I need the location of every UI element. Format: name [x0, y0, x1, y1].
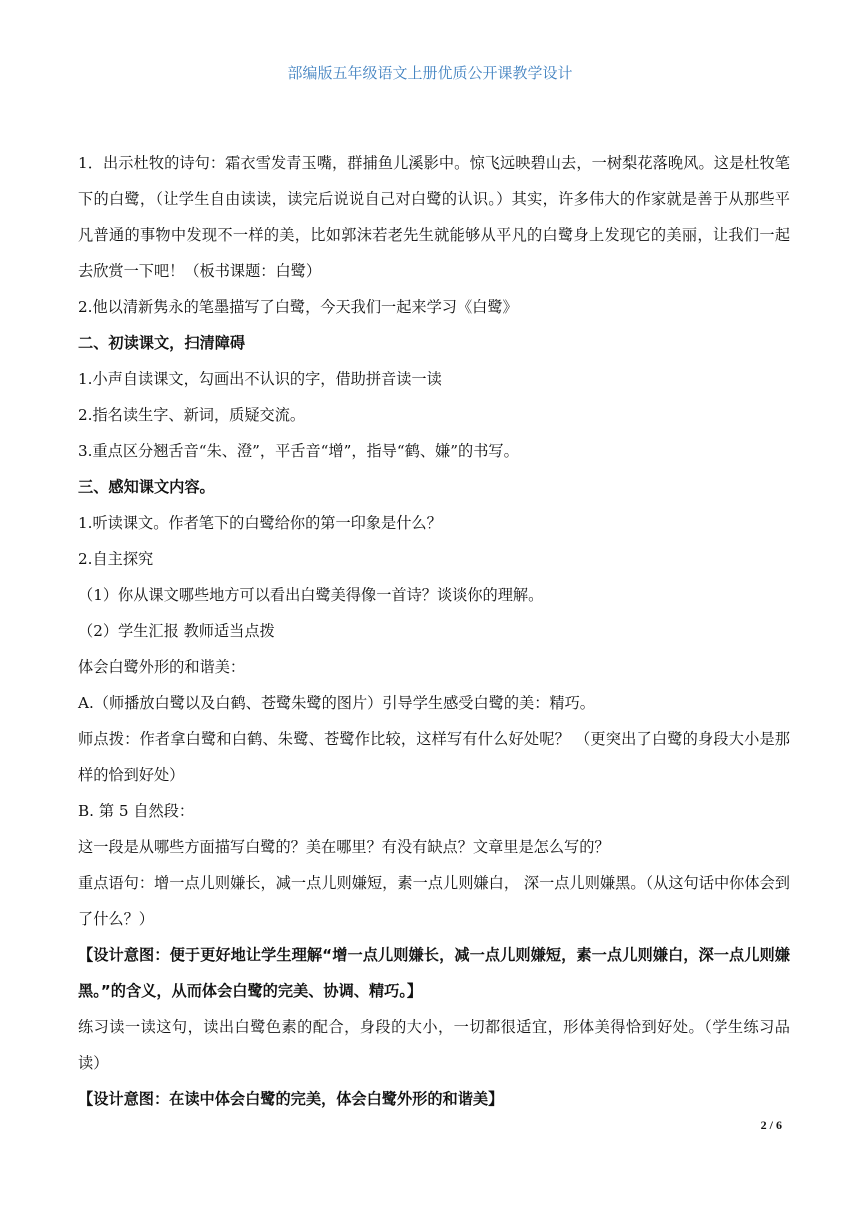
body-paragraph: （2）学生汇报 教师适当点拨 — [78, 622, 275, 640]
document-body — [78, 145, 790, 1117]
body-paragraph: 2.他以清新隽永的笔墨描写了白鹭，今天我们一起来学习《白鹭》 — [78, 298, 518, 316]
body-paragraph: 练习读一读这句，读出白鹭色素的配合，身段的大小，一切都很适宜，形体美得恰到好处。（学生练习品读） — [78, 1018, 790, 1072]
section-heading-paragraph: 【设计意图：在读中体会白鹭的完美，体会白鹭外形的和谐美】 — [78, 1090, 504, 1108]
body-paragraph: 3.重点区分翘舌音“朱、澄”，平舌音“增”，指导“鹤、嫌”的书写。 — [78, 442, 519, 460]
body-paragraph: 师点拨：作者拿白鹭和白鹤、朱鹭、苍鹭作比较，这样写有什么好处呢？ （更突出了白鹭的身段大小是那样的恰到好处） — [78, 730, 790, 784]
body-paragraph: 体会白鹭外形的和谐美： — [78, 658, 246, 676]
body-paragraph: 这一段是从哪些方面描写白鹭的？美在哪里？有没有缺点？文章里是怎么写的？ — [78, 838, 610, 856]
body-paragraph: （1）你从课文哪些地方可以看出白鹭美得像一首诗？谈谈你的理解。 — [78, 586, 544, 604]
body-paragraph: 1．出示杜牧的诗句：霜衣雪发青玉嘴，群捕鱼儿溪影中。惊飞远映碧山去，一树梨花落晚风。这是杜牧笔下的白鹭，（让学生自由读读，读完后说说自己对白鹭的认识。）其实，许多伟大的作家就是善于从那些平凡普通的事物中发现不一样的美，比如郭沫若老先生就能够从平凡的白鹭身上发现它的美丽，让我们一起去欣赏一下吧！（板书课题：白鹭） — [78, 154, 790, 280]
body-paragraph: A.（师播放白鹭以及白鹤、苍鹭朱鹭的图片）引导学生感受白鹭的美：精巧。 — [78, 694, 595, 712]
body-paragraph: 2.指名读生字、新词，质疑交流。 — [78, 406, 306, 424]
body-paragraph: 2.自主探究 — [78, 550, 154, 568]
section-heading-paragraph: 【设计意图：便于更好地让学生理解“增一点儿则嫌长，减一点儿则嫌短，素一点儿则嫌白，深一点儿则嫌黑。”的含义，从而体会白鹭的完美、协调、精巧。】 — [78, 946, 790, 1000]
page-number: 2 / 6 — [760, 1118, 782, 1132]
section-heading-paragraph: 二、初读课文，扫清障碍 — [78, 334, 246, 352]
section-heading-paragraph: 三、感知课文内容。 — [78, 478, 215, 496]
body-paragraph: 1.听读课文。作者笔下的白鹭给你的第一印象是什么？ — [78, 514, 442, 532]
body-paragraph: 重点语句：增一点儿则嫌长，减一点儿则嫌短，素一点儿则嫌白， 深一点儿则嫌黑。（从这句话中你体会到了什么？） — [78, 874, 790, 928]
document-header: 部编版五年级语文上册优质公开课教学设计 — [287, 64, 573, 82]
body-paragraph: B. 第 5 自然段： — [78, 802, 195, 820]
body-paragraph: 1.小声自读课文，勾画出不认识的字，借助拼音读一读 — [78, 370, 442, 388]
